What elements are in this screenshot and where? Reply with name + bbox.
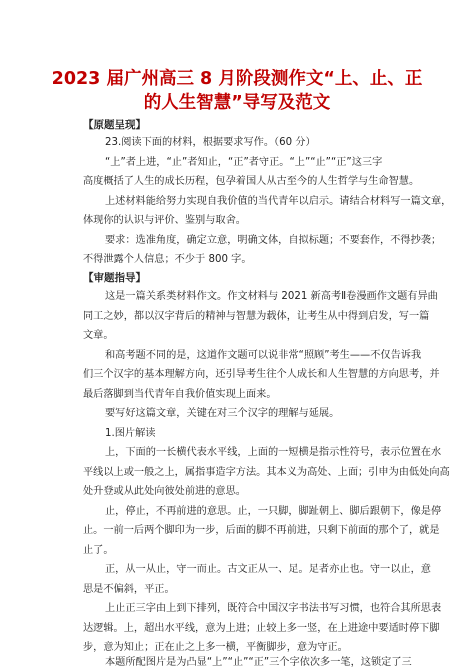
text-line: 达逻辑。上，超出水平线，意为上进；止较上多一竖，在上进途中要适时停下脚 [83, 623, 440, 634]
text-line: 步，意为知止；正在止之上多一横，平衡脚步，意为守正。 [83, 642, 348, 653]
text-line: 思是不偏斜，平正。 [83, 584, 175, 595]
text-line: 止，停止，不再前进的意思。止，一只脚，脚趾朝上、脚后跟朝下，像是停 [105, 506, 442, 517]
text-line: 高度概括了人生的成长历程，包孕着国人从古至今的人生哲学与生命智慧。 [83, 176, 420, 187]
text-line: 处升登或从此处向彼处前进的意思。 [83, 486, 246, 497]
text-line: 要写好这篇文章，关键在对三个汉字的理解与延展。 [105, 408, 340, 419]
text-line: 同工之妙，都以汉字背后的精神与智慧为载体，让考生从中得到启发，写一篇 [83, 311, 430, 322]
text-line: 文章。 [83, 330, 114, 341]
text-line: 最后落脚到当代青年自我价值实现上面来。 [83, 389, 277, 400]
text-line: 们三个汉字的基本理解方向，还引导考生往个人成长和人生智慧的方向思考，并 [83, 369, 440, 380]
text-line: 和高考题不同的是，这道作文题可以说非常“照顾”考生——不仅告诉我 [105, 350, 422, 361]
text-line: 止。一前一后两个脚印为一步，后面的脚不再前进，只剩下前面的那个了，就是 [83, 525, 440, 536]
text-line: 平线以上或一般之上，属指事造字方法。其本义为高处、上面；引申为由低处向高 [83, 467, 450, 478]
text-line: 止了。 [83, 545, 114, 556]
text-line: 正，从一从止，守一而止。古文正从一、足。足者亦止也。守一以止，意 [105, 564, 431, 575]
text-line: 1.图片解读 [105, 428, 156, 439]
document-title-line-2: 的人生智慧”导写及范文 [143, 93, 331, 113]
text-line: 要求：选准角度，确定立意，明确文体，自拟标题；不要套作，不得抄袭； [105, 235, 442, 246]
text-line: “上”者上进，“止”者知止，“正”者守正。“上”“止”“正”这三字 [105, 157, 383, 168]
text-line: 上，下面的一长横代表水平线，上面的一短横是指示性符号，表示位置在水 [105, 447, 442, 458]
text-line: 体现你的认识与评价、鉴别与取舍。 [83, 215, 246, 226]
section-heading-problem: 【原题呈现】 [83, 119, 146, 131]
text-line: 上述材料能给努力实现自我价值的当代青年以启示。请结合材料写一篇文章， [105, 196, 452, 207]
document-title-line-1: 2023 届广州高三 8 月阶段测作文“上、止、正 [51, 69, 423, 89]
text-line: 不得泄露个人信息；不少于 800 字。 [83, 254, 252, 265]
text-line: 23.阅读下面的材料，根据要求写作。（60 分） [105, 137, 316, 148]
text-line: 这是一篇关系类材料作文。作文材料与 2021 新高考Ⅱ卷漫画作文题有异曲 [105, 291, 438, 302]
section-heading-guide: 【审题指导】 [83, 272, 146, 284]
text-line: 本题所配图片是为凸显“上”“止”“正”三个字依次多一笔，这锁定了三 [105, 657, 412, 668]
text-line: 上止正三字由上到下排列，既符合中国汉字书法书写习惯，也符合其所思表 [105, 603, 442, 614]
